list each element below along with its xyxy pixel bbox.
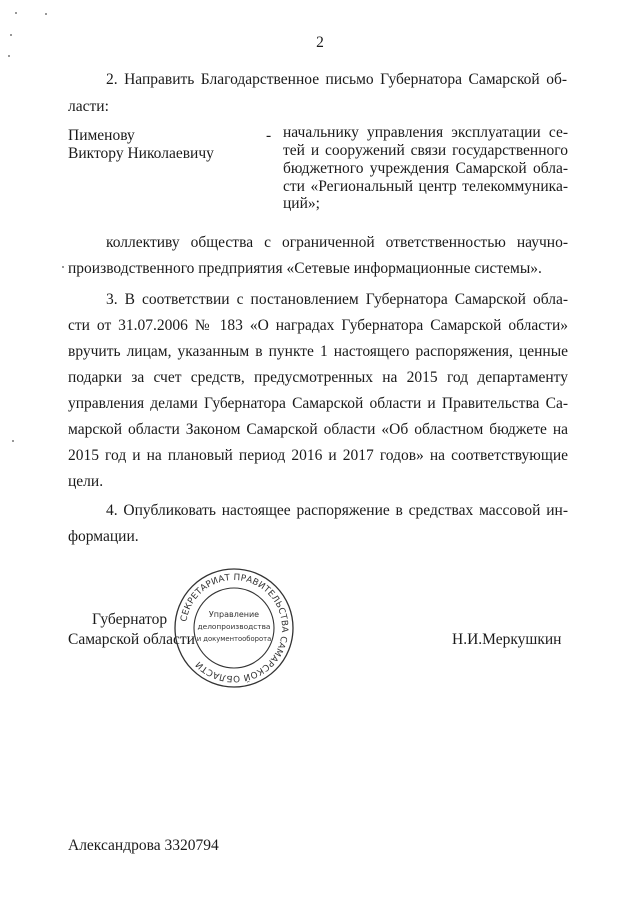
- recipient-name-2: Виктору Николаевичу: [68, 145, 214, 162]
- signature-title-2: Самарской области: [68, 631, 195, 648]
- signature-title-1: Губернатор: [92, 611, 168, 628]
- stamp-center-line-2: делопроизводства: [197, 622, 271, 631]
- collective-line-2: производственного предприятия «Сетевые информационные системы».: [68, 260, 542, 277]
- item2-line-1: 2. Направить Благодарственное письмо Губернатора Самарской об-: [106, 71, 567, 88]
- recipient-dash: -: [266, 127, 272, 144]
- recipient-desc-4: сти «Региональный центр телекоммуника-: [283, 178, 568, 195]
- stamp-ring-text: СЕКРЕТАРИАТ ПРАВИТЕЛЬСТВА САМАРСКОЙ ОБЛАСТИ: [179, 572, 290, 684]
- item3-line-6: марской области Законом Самарской области «Об областном бюджете на: [68, 421, 568, 438]
- item3-line-3: вручить лицам, указанным в пункте 1 настоящего распоряжения, ценные: [68, 343, 568, 360]
- signature-name: Н.И.Меркушкин: [452, 631, 562, 648]
- item3-line-8: цели.: [68, 473, 104, 490]
- item3-line-1: 3. В соответствии с постановлением Губернатора Самарской обла-: [106, 291, 568, 308]
- collective-line-1: коллективу общества с ограниченной ответственностью научно-: [106, 234, 568, 251]
- item4-line-1: 4. Опубликовать настоящее распоряжение в средствах массовой ин-: [106, 502, 568, 519]
- recipient-desc-1: начальнику управления эксплуатации се-: [283, 124, 568, 141]
- recipient-desc-3: бюджетного учреждения Самарской обла-: [283, 160, 568, 177]
- executor-contact: Александрова 3320794: [68, 837, 219, 854]
- page-number: 2: [316, 34, 324, 51]
- stamp-center-line-3: и документооборота: [196, 635, 272, 643]
- recipient-desc-5: ций»;: [283, 195, 320, 212]
- stamp-center-line-1: Управление: [208, 610, 260, 619]
- recipient-desc-2: тей и сооружений связи государственного: [283, 142, 568, 159]
- item4-line-2: формации.: [68, 528, 139, 545]
- item3-line-7: 2015 год и на плановый период 2016 и 2017 годов» на соответствующие: [68, 447, 568, 464]
- item3-line-2: сти от 31.07.2006 № 183 «О наградах Губернатора Самарской области»: [68, 317, 568, 334]
- item2-line-2: ласти:: [68, 98, 109, 115]
- item3-line-5: управления делами Губернатора Самарской области и Правительства Са-: [68, 395, 568, 412]
- item3-line-4: подарки за счет средств, предусмотренных на 2015 год департаменту: [68, 369, 568, 386]
- recipient-name-1: Пименову: [68, 127, 135, 144]
- official-stamp: [173, 567, 295, 689]
